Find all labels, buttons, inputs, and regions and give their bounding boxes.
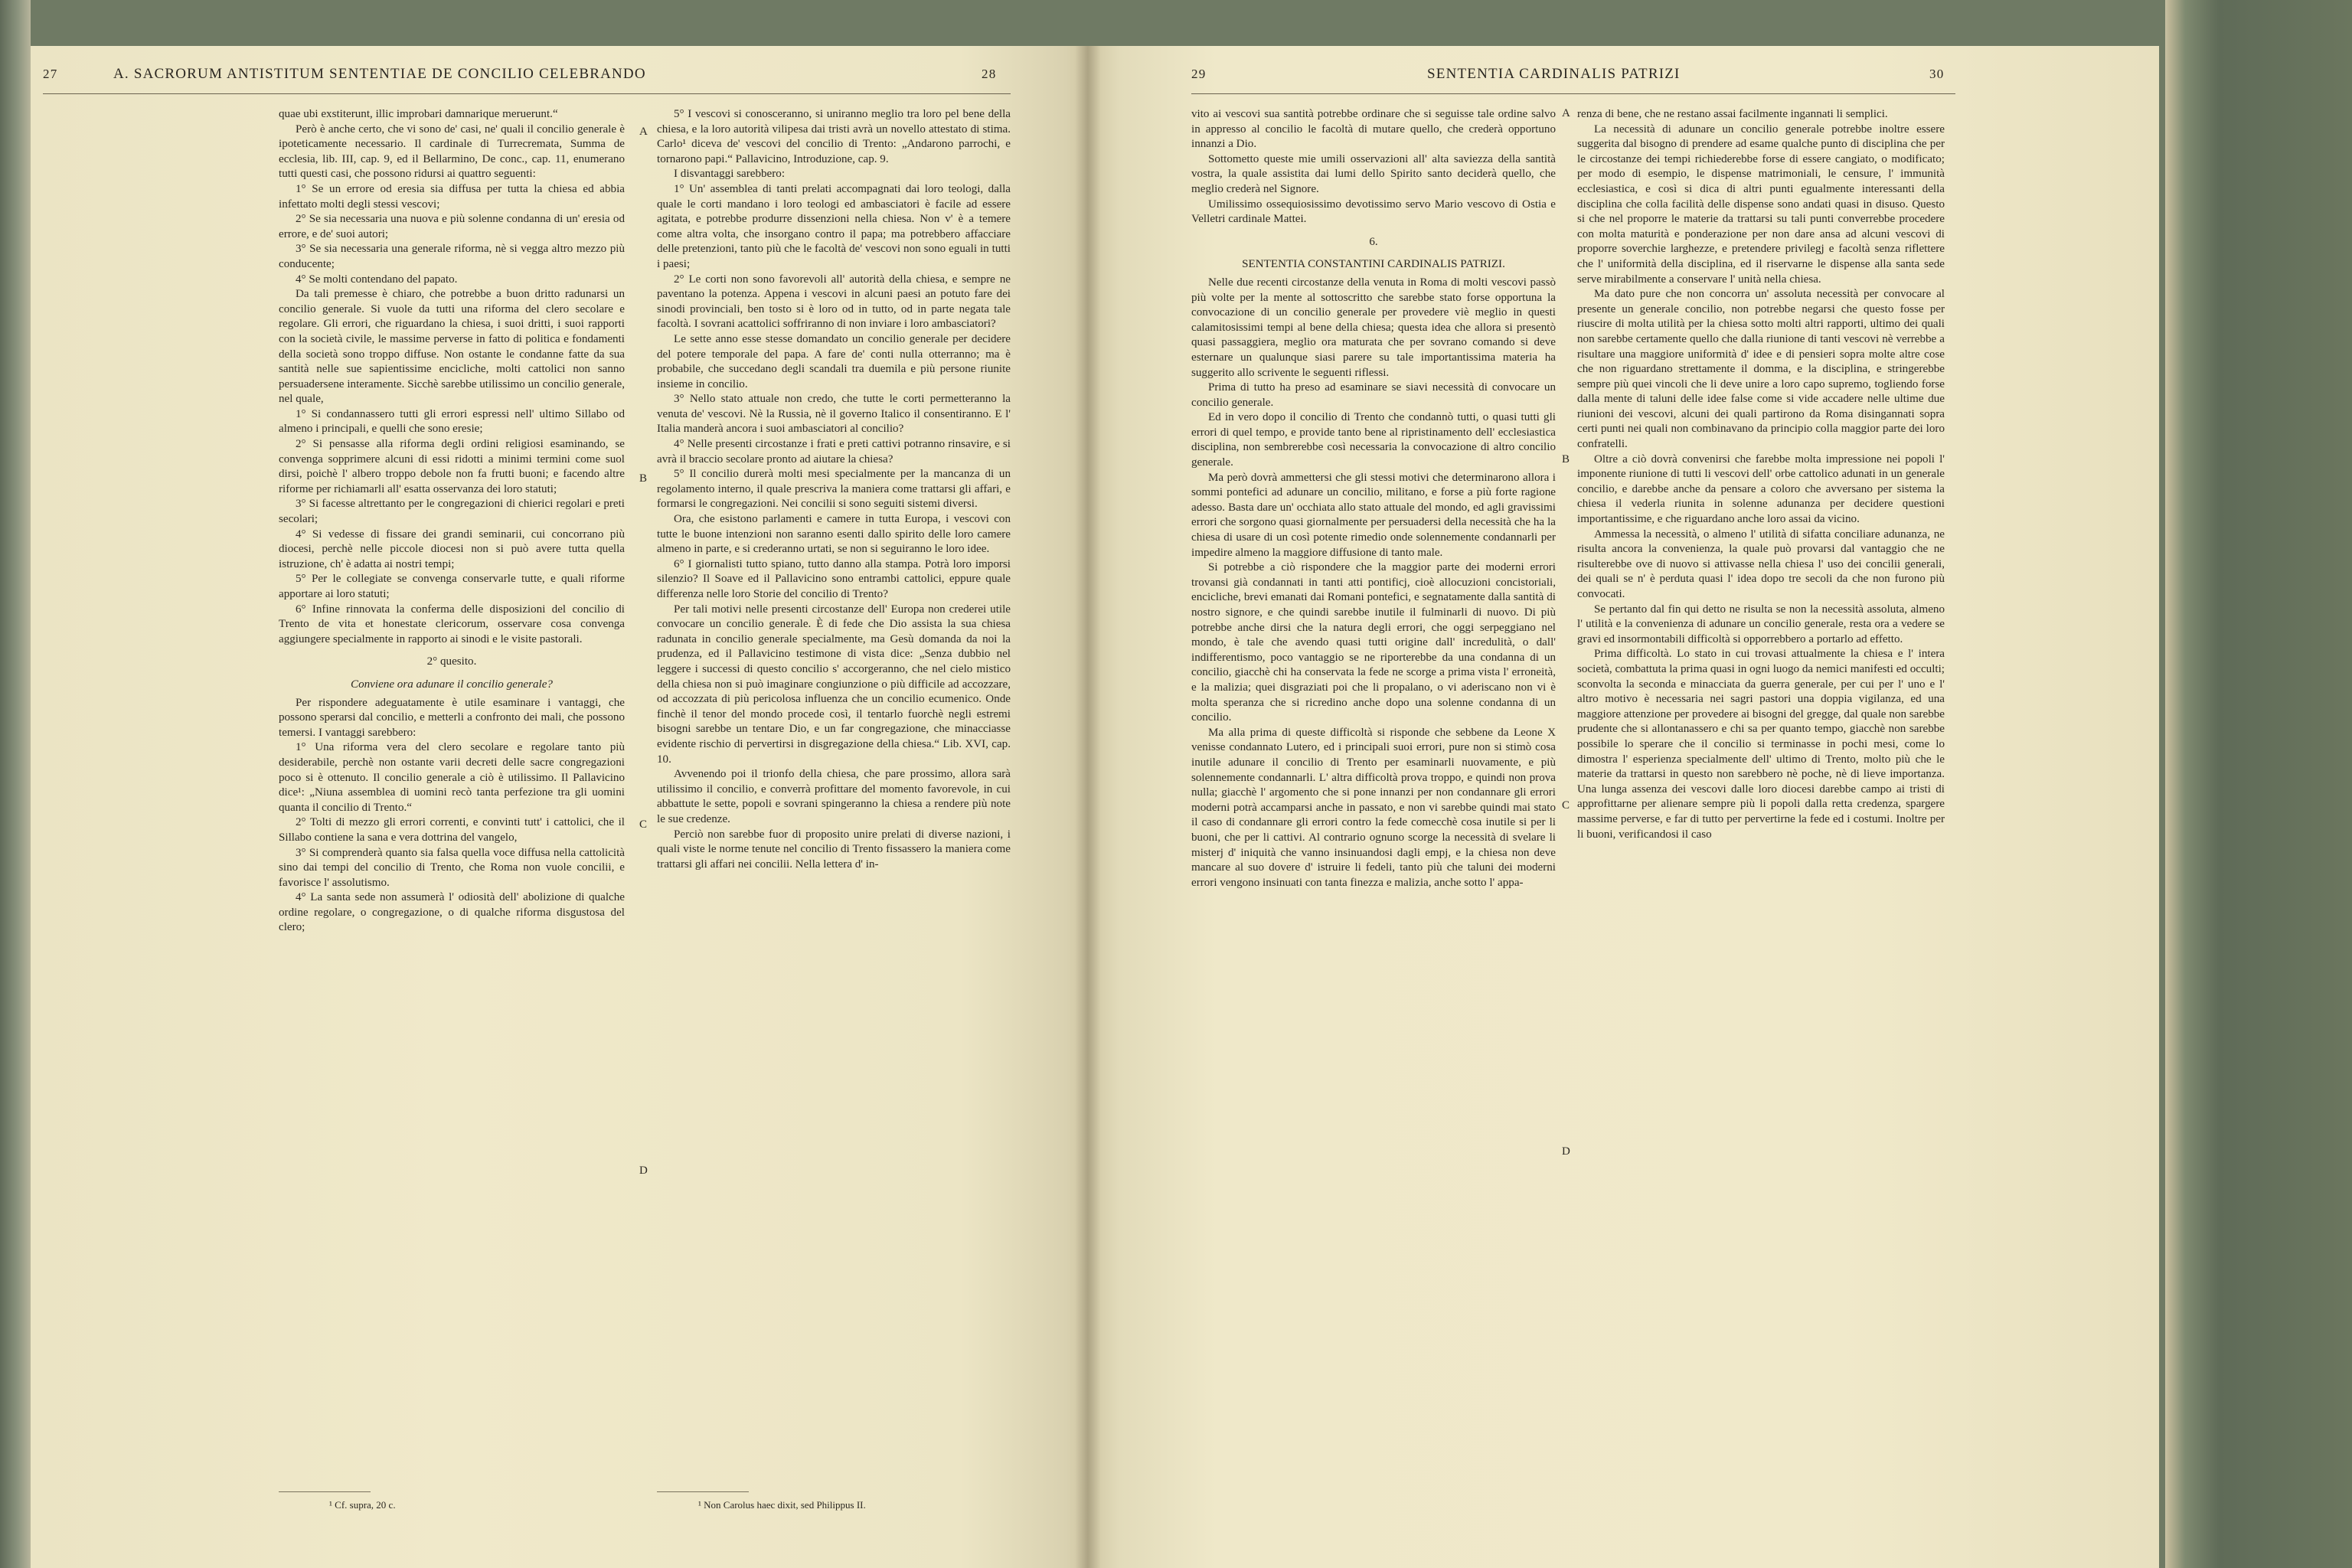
paragraph: Prima difficoltà. Lo stato in cui trovasi attualmente la chiesa e l' intera società, combattuta la prima quasi in ogni luogo da nemici manifesti ed occulti; sconvolta la seconda e minacciata da guerra generale, per cui per l' uno e l' altro motivo è necessaria nei sagri pastori una doppia vigilanza, ed una maggiore attenzione per provedere ai bisogni del gregge, dal quale non sarebbe prudente che si allontanassero e chi sa per quanto tempo, giacchè non sarebbe possibile lo sperare che il concilio si terminasse in pochi mesi, come lo dimostra l' esperienza specialmente dell' ultimo di Trento, molto più che le materie da trattarsi in questo non sarebbero nè poche, nè di lieve importanza. Una lunga assenza dei vescovi dalle loro diocesi darebbe campo ai tristi di approfittarne per alienare sempre più li popoli dalla retta credenza, spargere massime perverse, e far di tutto per pervertirne la fede ed i costumi. Inoltre per li buoni, verificandosi il caso (1577, 648, 1945, 841)
section-title: SENTENTIA CONSTANTINI CARDINALIS PATRIZI. (1242, 258, 1505, 271)
paragraph: 3° Si comprenderà quanto sia falsa quella voce diffusa nella cattolicità sino dai tempi del concilio di Trento, che Roma non vuole concilii, e favorisce l' assolutismo. (279, 846, 625, 889)
paragraph: 5° I vescovi si conosceranno, si uniranno meglio tra loro pel bene della chiesa, e la loro autorità vilipesa dai tristi avrà un novello attestato di stima. Carlo¹ diceva de' vescovi del concilio di Trento: „Andarono parrochi, e tornarono papi.“ Pallavicino, Introduzione, cap. 9. (657, 108, 1011, 165)
paragraph: vito ai vescovi sua santità potrebbe ordinare che si seguisse tale ordine salvo in appresso al concilio le facoltà di mutare quello, che crederà opportuno innanzi a Dio. (1191, 108, 1556, 151)
paragraph: 2° Si pensasse alla riforma degli ordini religiosi esaminando, se convenga sopprimere alcuni di essi ridotti a minimi termini come suol dirsi, poichè l' albero troppo debole non fa frutti buoni; e facendo altre riforme per richiamarli all' esatta osservanza dei loro statuti; (279, 438, 625, 495)
left-head-rule (43, 93, 1011, 94)
paragraph: Si potrebbe a ciò rispondere che la maggior parte dei moderni errori trovansi già condannati in tanti atti pontificj, cioè allocuzioni concistoriali, encicliche, brevi emanati dai Romani pontefici, e segnatamente dalla santità di nostro signore, e che quindi sarebbe inutile il fulminarli di nuovo. Di più potrebbe anche dirsi che la natura degli errori, che oggi serpeggiano nel mondo, è tale che avendo quasi tutti origine dall' incredulità, o dall' indifferentismo, poco vantaggio se ne riporterebbe da una condanna di un concilio, giacchè chi ha conservata la fede ne scorge a prima vista l' erroneità, e la malizia; quei disgraziati poi che li propalano, o vi aderiscano non vi è molta speranza che si ricredino anche dopo una solenne condanna di un concilio. (1191, 561, 1556, 724)
book-gutter (1075, 46, 1101, 1568)
paragraph: 1° Un' assemblea di tanti prelati accompagnati dai loro teologi, dalla quale le corti mandano i loro teologi ed ambasciatori è facile ad essere agitata, e potrebbe produrre dissenzioni nella chiesa. Non v' è a temere come altra volta, che insorgano contro il papa; ma potrebbero affacciare delle pretenzioni, tanto più che le facoltà de' vescovi non sono eguali in tutti i paesi; (657, 182, 1011, 270)
paragraph: 1° Si condannassero tutti gli errori espressi nell' ultimo Sillabo od almeno i principali, e quelli che sono eresie; (279, 407, 625, 436)
paragraph: 2° Le corti non sono favorevoli all' autorità della chiesa, e sempre ne paventano la potenza. Appena i vescovi in alcuni paesi an potuto fare dei sinodi provinciali, ben tosto si è loro od in tutto, od in parte negata tale facoltà. I sovrani acattolici soffriranno di non inviare i loro ambasciatori? (657, 273, 1011, 331)
paragraph: Ma dato pure che non concorra un' assoluta necessità per convocare al presente un generale concilio, non potrebbe negarsi che questo fosse per riuscire di molta utilità per la chiesa sotto molti altri rapporti, ultimo dei quali non sarebbe certamente quello che dalla riunione di tanti vescovi nè verrebbe a risultare una maggiore uniformità d' idee e di pensieri sopra molte altre cose che non riguardano strettamente il domma, e la disciplina, e stringerebbe sempre più quei vincoli che li deve unire a loro capo supremo, togliendo forse dalla mente di taluni delle idee false come si vide accadere nelle ultime due riunioni dei vescovi, alcuni dei quali partirono da Roma disingannati sopra certi punti nei quali non combinavano da principio colla maggior parte dei loro confratelli. (1577, 288, 1945, 451)
section-number: 6. (1369, 235, 1378, 248)
page-number-29: 29 (1191, 67, 1207, 81)
margin-letter-A: A (639, 126, 648, 138)
paragraph: 3° Si facesse altrettanto per le congregazioni di chierici regolari e preti secolari; (279, 498, 625, 526)
paragraph: Prima di tutto ha preso ad esaminare se siavi necessità di convocare un concilio generale. (1191, 381, 1556, 409)
right-book-edge (2165, 0, 2352, 1568)
paragraph: La necessità di adunare un concilio generale potrebbe inoltre essere suggerita dal bisogno di prendere ad esame qualche punto di disciplina che per le circostanze dei tempi richiederebbe forse di essere cangiato, o modificato; per modo di esempio, le dispense matrimoniali, le censure, l' immunità ecclesiastica, e così si dica di altri punti egualmente interessanti della disciplina che colla facilità delle dispense sono andati quasi in disuso. Questo si che nel proporre le materie da trattarsi su tali punti converrebbe procedere con molta maturità e ponderazione per non dare ansa ad alcuni vescovi di proporre soverchie larghezze, e pretendere privilegj e facoltà senza riflettere che l' uniformità della disciplina, ed il riservarne le dispense alla santa sede serve mirabilmente a conservare l' unità nella chiesa. (1577, 122, 1945, 286)
paragraph: Ma alla prima di queste difficoltà si risponde che sebbene da Leone X venisse condannato Lutero, ed i principali suoi errori, pure non si stimò cosa inutile adunare il concilio di Trento per esaminarli nuovamente, e più solennemente condannarli. L' altra difficoltà prova troppo, e quindi non prova nulla; giacchè l' argomento che si pone innanzi per non condannare gli errori moderni potrà accamparsi anche in passato, e non vi sarebbe quindi mai stato il caso di condannare gli errori contro la fede comecchè cosa inutile si per li buoni, che per li cattivi. Al contrario ognuno scorge la necessità di svelare li misterj d' iniquità che vanno insinuandosi dagli empj, e la chiesa non deve mancare al suo dovere d' istruire li fedeli, tanto più che taluni dei moderni errori vengono insinuati con tanta finezza e malizia, anche sotto l' appa- (1191, 726, 1556, 889)
section-heading: 2° quesito. (426, 655, 477, 668)
margin-letter-D: D (639, 1165, 648, 1177)
right-running-head: SENTENTIA CARDINALIS PATRIZI (1427, 66, 1681, 82)
paragraph: 1° Una riforma vera del clero secolare e regolare tanto più desiderabile, perchè non ostante varii decreti delle sacre congregazioni poco si è ottenuto. Il concilio generale a ciò è utilissimo. Il Pallavicino dice¹: „Niuna assemblea di uomini recò tanta perfezione tra gli uomini quanta il concilio di Trento.“ (279, 741, 625, 814)
paragraph: 5° Il concilio durerà molti mesi specialmente per la mancanza di un regolamento interno, il quale prescriva la maniera come trattarsi gli affari, e formarsi le congregazioni. Nei concilii si sono seguiti sistemi diversi. (657, 468, 1011, 511)
paragraph: 2° Se sia necessaria una nuova e più solenne condanna di un' eresia od errore, e de' suoi autori; (279, 213, 625, 240)
margin-letter-D-right: D (1562, 1145, 1570, 1158)
left-col1-footnote: ¹ Cf. supra, 20 c. (329, 1499, 396, 1511)
paragraph: Per rispondere adeguatamente è utile esaminare i vantaggi, che possono sperarsi dal concilio, e metterli a confronto dei mali, che possono temersi. I vantaggi sarebbero: (279, 696, 625, 739)
left-col2-footnote-rule (657, 1491, 749, 1492)
margin-letter-B: B (639, 472, 648, 485)
page-number-28: 28 (982, 67, 997, 81)
paragraph: 4° La santa sede non assumerà l' odiosità dell' abolizione di qualche ordine regolare, o congregazione, o di qualche riforma disgustosa del clero; (279, 891, 625, 934)
paragraph: 5° Per le collegiate se convenga conservarle tutte, e quali riforme apportare ai loro statuti; (279, 573, 625, 600)
paragraph: Ed in vero dopo il concilio di Trento che condannò tutti, o quasi tutti gli errori di quel tempo, e provide tanto bene al ripristinamento dell' ecclesiastica disciplina, non sembrerebbe così necessaria la convocazione di altro concilio generale. (1191, 411, 1556, 469)
paragraph: 6° Infine rinnovata la conferma delle disposizioni del concilio di Trento de vita et honestate clericorum, osservare cosa convenga aggiungere specialmente in rapporto ai sinodi e le visite pastorali. (279, 603, 625, 645)
paragraph: Da tali premesse è chiaro, che potrebbe a buon dritto radunarsi un concilio generale. Si vuole da tutti una riforma del clero secolare e regolare. Gli errori, che riguardano la chiesa, i suoi dritti, i suoi rapporti con la società civile, le massime perverse in fatto di politica e fondamenti della società sono troppo diffuse. Non ostante le condanne fatte da sua santità nelle sue sapientissime encicliche, molti cattolici non sanno persuadersene interamente. Sicchè sarebbe utilissimo un concilio generale, nel quale, (279, 288, 625, 406)
paragraph: quae ubi exstiterunt, illic improbari damnarique meruerunt.“ (279, 108, 558, 120)
paragraph: 4° Se molti contendano del papato. (296, 273, 458, 286)
paragraph: 2° Tolti di mezzo gli errori correnti, e convinti tutt' i cattolici, che il Sillabo contiene la sana e vera dottrina del vangelo, (279, 816, 625, 844)
margin-letter-A-right: A (1562, 107, 1570, 119)
paragraph: 4° Nelle presenti circostanze i frati e preti cattivi potranno rinsavire, e si avrà il braccio secolare pronto ad aiutare la chiesa? (657, 438, 1011, 466)
paragraph: 6° I giornalisti tutto spiano, tutto danno alla stampa. Potrà loro imporsi silenzio? Il Soave ed il Pallavicino sono entrambi cattolici, eppure quale differenza nelle loro Storie del concilio di Trento? (657, 557, 1011, 600)
margin-letter-C: C (639, 818, 648, 831)
paragraph: I disvantaggi sarebbero: (674, 168, 786, 181)
paragraph: Oltre a ciò dovrà convenirsi che farebbe molta impressione nei popoli l' imponente riunione di tutti li vescovi dell' orbe cattolico adunati in un generale concilio, e darebbe anche da pensare a coloro che avversano per sistema la chiesa il vederla riunita in solenne adunanza per decidere questioni importantissime, e che riguardano anche loro assai da vicino. (1577, 452, 1945, 526)
page-number-30: 30 (1929, 67, 1945, 81)
paragraph: 4° Si vedesse di fissare dei grandi seminarii, cui concorrano più diocesi, perchè nelle piccole diocesi non si può avere tutta quella istruzione, ch' è adatta ai nostri tempi; (279, 528, 625, 570)
paragraph: Le sette anno esse stesse domandato un concilio generale per decidere del potere temporale del papa. A fare de' conti nulla otterranno; ma è probabile, che succedano degli scandali tra duemila e più persone riunite insieme in concilio. (657, 332, 1011, 390)
left-col2-footnote: ¹ Non Carolus haec dixit, sed Philippus II. (698, 1499, 866, 1511)
left-column-2 (657, 107, 1011, 872)
right-column-1 (1191, 107, 1556, 890)
paragraph: Per tali motivi nelle presenti circostanze dell' Europa non crederei utile convocare un concilio generale. È di fede che Dio assista la sua chiesa radunata in concilio generale specialmente, ma Gesù domanda da noi la prudenza, ed il Pallavicino testimone di vista dice: „Senza dubbio nel leggere i successi di questo concilio s' accorgeranno, che nel cielo mistico della chiesa non si può imaginare congiunzione o più difficile ad accozzare, od accozzata di più pericolosa influenza che un concilio ecumenico. Onde finchè il tenor del mondo procede così, il tentarlo fuorchè negli estremi bisogni sarebbe un tentare Dio, e un far congregazione, che minacciasse evidente rischio di pervertirsi in disgregazione della chiesa.“ Lib. XVI, cap. 10. (657, 603, 1011, 766)
paragraph: Però è anche certo, che vi sono de' casi, ne' quali il concilio generale è ipoteticamente necessario. Il cardinale di Turrecremata, Summa de ecclesia, lib. III, cap. 9, ed il Bellarmino, De conc., cap. 11, enumerano tutti questi casi, che possono ridursi ai quattro seguenti: (279, 122, 625, 181)
margin-letter-B-right: B (1562, 453, 1570, 466)
section-subheading: Conviene ora adunare il concilio generale? (351, 678, 553, 691)
paragraph: Umilissimo ossequiosissimo devotissimo servo Mario vescovo di Ostia e Velletri cardinale Mattei. (1191, 198, 1556, 226)
paragraph: Nelle due recenti circostanze della venuta in Roma di molti vescovi passò più volte per la mente al sottoscritto che sarebbe stato forse opportuna la convocazione di un concilio generale per provedere viè meglio in questi calamitosissimi tempi al bene della chiesa; questa idea che allora si presentò quasi passaggiera, meglio ora maturata che per sovrano comando si deve esternare un qualunque siasi parere su tale importantissima materia ha suggerito allo scrivente le seguenti riflessi. (1191, 276, 1556, 379)
left-running-head: A. SACRORUM ANTISTITUM SENTENTIAE DE CONCILIO CELEBRANDO (113, 66, 646, 82)
left-column-1 (279, 107, 625, 936)
paragraph: 1° Se un errore od eresia sia diffusa per tutta la chiesa ed abbia infettato molti degli stessi vescovi; (279, 182, 625, 211)
paragraph: Ammessa la necessità, o almeno l' utilità di sifatta conciliare adunanza, ne risulta ancora la convenienza, la quale può provarsi dal vantaggio che ne risulterebbe ove di nuovo si attivasse nella chiesa l' uso dei concilii generali, dei quali se n' è perduta quasi l' idea dopo tre secoli da che non furono più convocati. (1577, 528, 1945, 600)
paragraph: renza di bene, che ne restano assai facilmente ingannati li semplici. (1577, 108, 1888, 120)
right-column-2 (1577, 107, 1945, 842)
paragraph: Ma però dovrà ammettersi che gli stessi motivi che determinarono allora i sommi pontefici ad adunare un concilio, militano, e forse a più forte ragione adesso. Basta dare un' occhiata allo stato attuale del mondo, ed agli gravissimi errori che sorgono quasi giornalmente per persuadersi della necessità che ha la chiesa di usare di un così potente rimedio onde solennemente condannarli per impedire almeno la maggiore diffusione di tanto male. (1191, 471, 1556, 559)
paragraph: Sottometto queste mie umili osservazioni all' alta saviezza della santità vostra, la quale assistita dai lumi dello Spirito santo deciderà quello, che meglio crederà nel Signore. (1191, 152, 1556, 195)
paragraph: Se pertanto dal fin qui detto ne risulta se non la necessità assoluta, almeno l' utilità e la convenienza di adunare un concilio generale, resta ora a vedere se gravi ed insormontabili difficoltà si opporrebbero a portarlo ad effetto. (1577, 603, 1945, 645)
left-col1-footnote-rule (279, 1491, 371, 1492)
right-head-rule (1191, 93, 1955, 94)
page-number-27: 27 (43, 67, 58, 81)
paragraph: Ora, che esistono parlamenti e camere in tutta Europa, i vescovi con tutte le buone intenzioni non saranno esenti dallo spirito delle loro camere almeno in parte, e si crederanno urtati, se non si seguiranno le loro idee. (657, 513, 1011, 556)
paragraph: Avvenendo poi il trionfo della chiesa, che pare prossimo, allora sarà utilissimo il concilio, e converrà profittare del momento favorevole, in cui abbattute le sette, popoli e sovrani spingeranno la chiesa a rendere più note le sue credenze. (657, 768, 1011, 825)
paragraph: 3° Se sia necessaria una generale riforma, nè si vegga altro mezzo più conducente; (279, 243, 625, 270)
paragraph: 3° Nello stato attuale non credo, che tutte le corti permetteranno la venuta de' vescovi. Nè la Russia, nè il governo Italico il consentiranno. E l' Italia manderà ancora i suoi ambasciatori al concilio? (657, 393, 1011, 436)
paragraph: Perciò non sarebbe fuor di proposito unire prelati di diverse nazioni, i quali viste le norme tenute nel concilio di Trento fissassero la maniera come trattarsi gli affari nei concilii. Nella lettera d' in- (657, 828, 1011, 871)
margin-letter-C-right: C (1562, 799, 1570, 812)
left-book-edge (0, 0, 31, 1568)
